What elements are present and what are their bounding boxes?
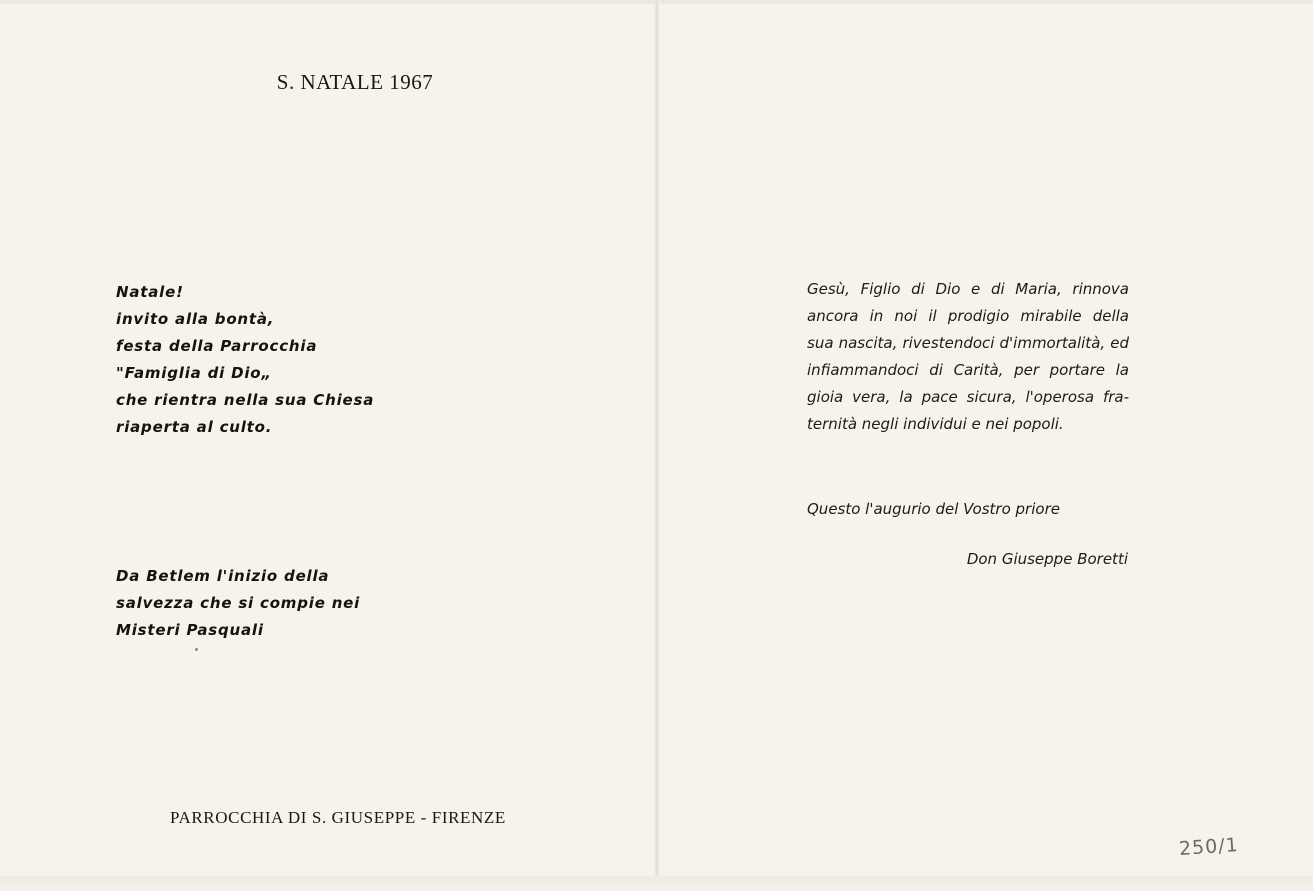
message-line: infiammandoci di Carità, per portare la xyxy=(807,361,1129,379)
verse-line: invito alla bontà, xyxy=(116,310,275,328)
parish-footer: PARROCCHIA DI S. GIUSEPPE - FIRENZE xyxy=(170,808,506,827)
message-line: ternità negli individui e nei popoli. xyxy=(807,415,1064,433)
message-line: Gesù, Figlio di Dio e di Maria, rinnova xyxy=(807,280,1129,298)
message-line: gioia vera, la pace sicura, l'operosa fra- xyxy=(807,388,1129,406)
verse-stanza-1 xyxy=(116,279,374,441)
verse-line: "Famiglia di Dio„ xyxy=(116,364,272,382)
verse-line: festa della Parrocchia xyxy=(116,337,318,355)
wish-line: Questo l'augurio del Vostro priore xyxy=(807,500,1060,518)
verse-line: riaperta al culto. xyxy=(116,418,273,436)
left-page xyxy=(0,0,655,876)
ink-speck xyxy=(195,648,198,651)
right-page xyxy=(660,0,1313,876)
verse-line: Natale! xyxy=(116,283,184,301)
message-line: ancora in noi il prodigio mirabile della xyxy=(807,307,1129,325)
archive-number: 250/1 xyxy=(1178,833,1240,861)
verse-line: che rientra nella sua Chiesa xyxy=(116,391,375,409)
verse-stanza-2 xyxy=(116,563,360,644)
verse-line: salvezza che si compie nei xyxy=(116,594,361,612)
scan-edge-bottom xyxy=(0,876,1313,891)
christmas-message xyxy=(807,276,1129,438)
card-title: S. NATALE 1967 xyxy=(276,70,434,94)
verse-line: Misteri Pasquali xyxy=(116,621,264,639)
signature: Don Giuseppe Boretti xyxy=(966,550,1128,568)
message-line: sua nascita, rivestendoci d'immortalità, ed xyxy=(807,334,1129,352)
verse-line: Da Betlem l'inizio della xyxy=(116,567,330,585)
